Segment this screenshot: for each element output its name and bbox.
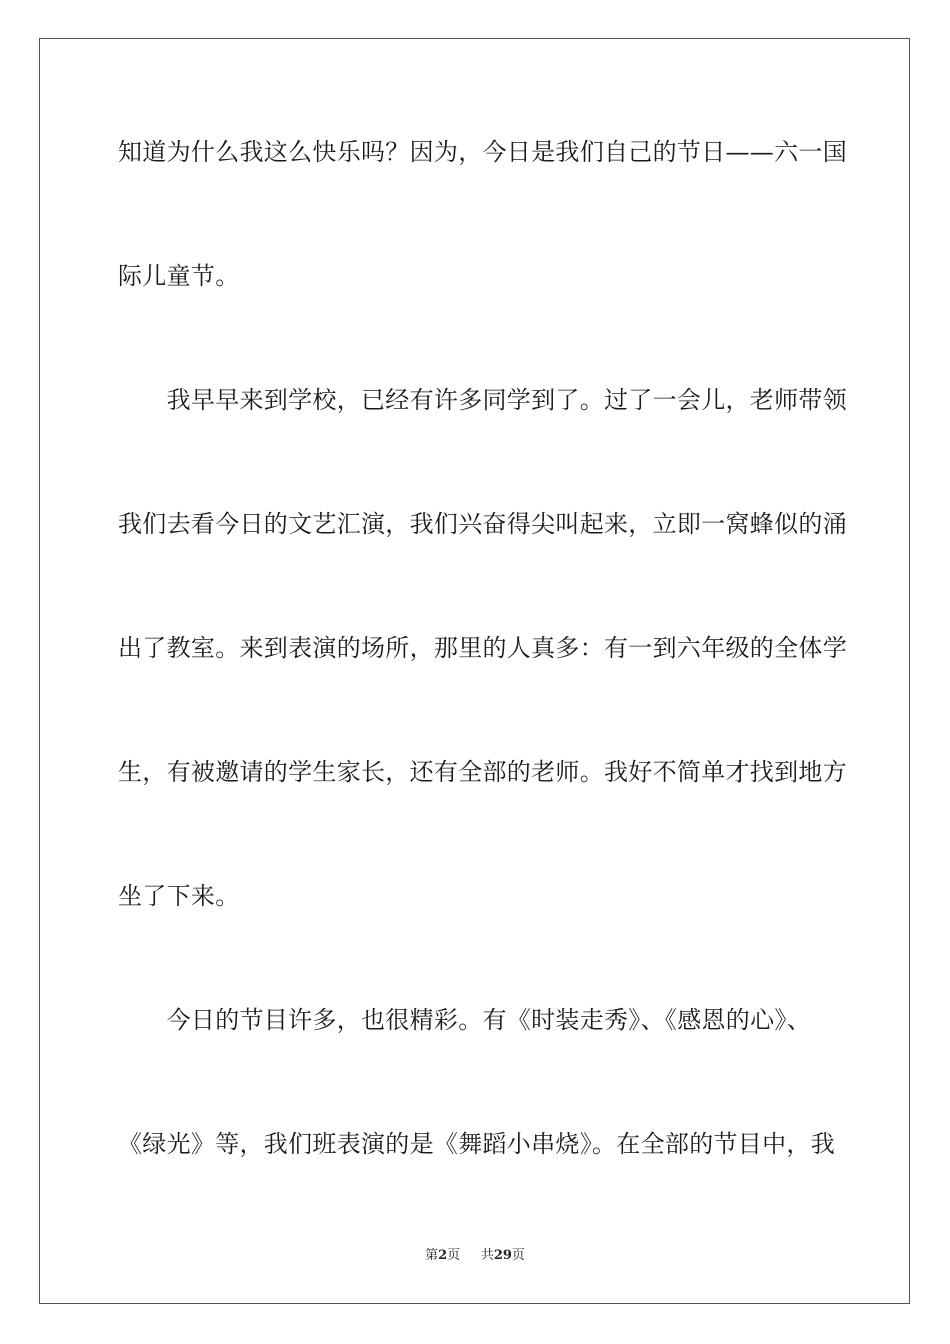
body-line: 知道为什么我这么快乐吗？因为，今日是我们自己的节日——六一国 [118, 138, 847, 166]
body-line: 《绿光》等，我们班表演的是《舞蹈小串烧》。在全部的节目中，我 [118, 1130, 835, 1158]
page-border [39, 38, 910, 1304]
body-line: 生，有被邀请的学生家长，还有全部的老师。我好不简单才找到地方 [118, 758, 847, 786]
paragraph-start: 今日的节目许多，也很精彩。有《时装走秀》、《感恩的心》、 [118, 1006, 811, 1034]
page-footer [0, 1247, 950, 1265]
body-line: 出了教室。来到表演的场所，那里的人真多：有一到六年级的全体学 [118, 634, 847, 662]
paragraph-start: 我早早来到学校，已经有许多同学到了。过了一会儿，老师带领 [118, 386, 847, 414]
total-pages-label: 共29页 [480, 1248, 525, 1263]
page-label: 第2页 [425, 1248, 461, 1263]
total-pages: 29 [493, 1248, 512, 1263]
body-line: 我们去看今日的文艺汇演，我们兴奋得尖叫起来，立即一窝蜂似的涌 [118, 510, 847, 538]
page-number: 2 [438, 1248, 448, 1263]
body-line: 坐了下来。 [118, 882, 240, 910]
body-line: 际儿童节。 [118, 262, 240, 290]
